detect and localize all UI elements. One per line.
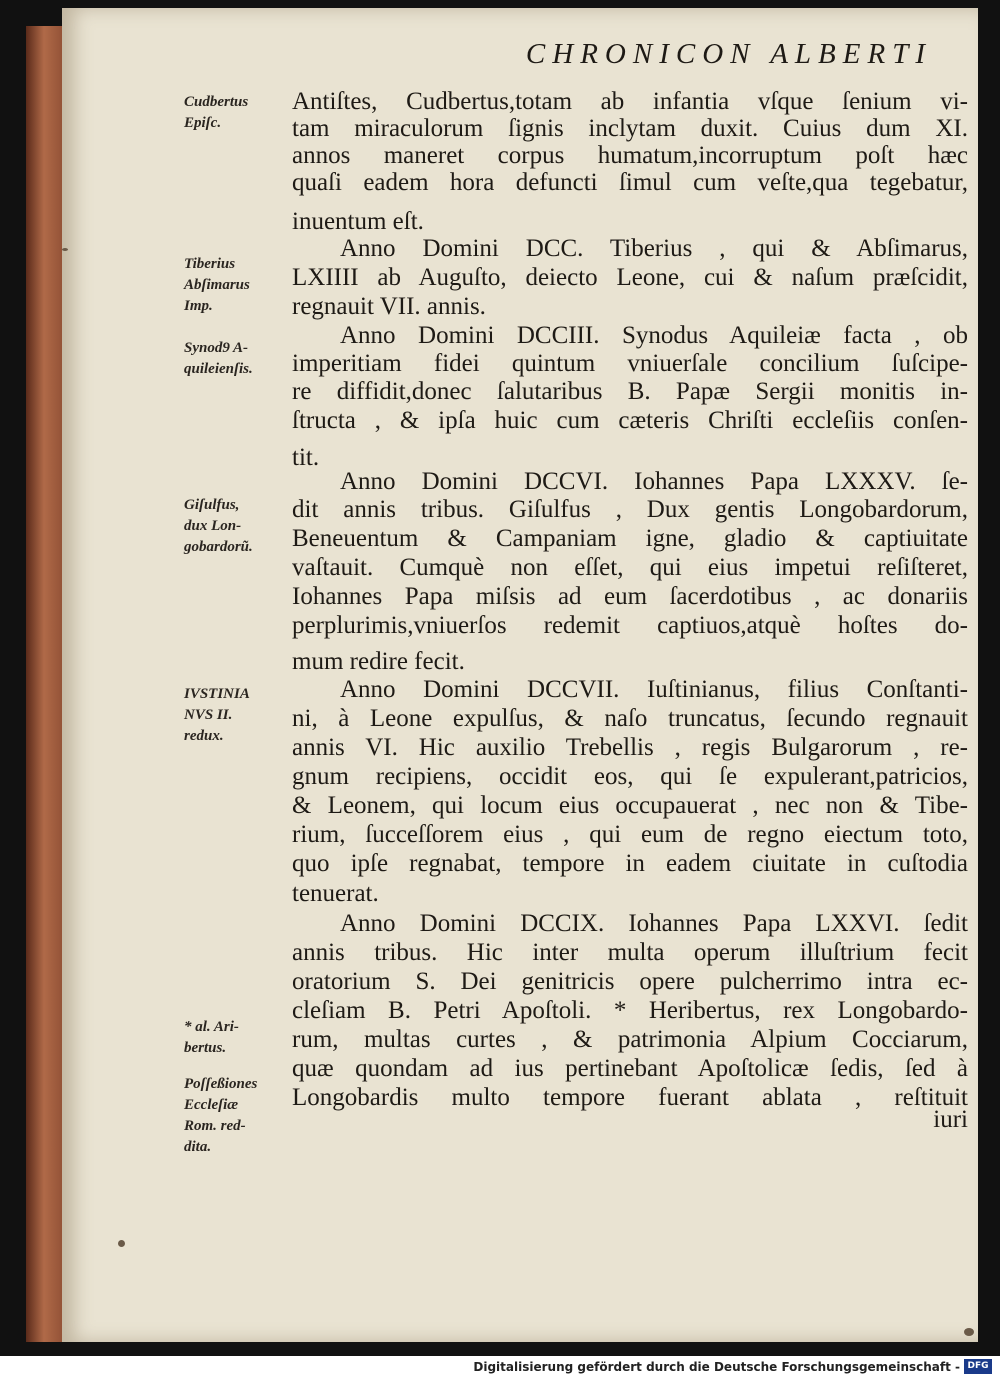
running-head: CHRONICON ALBERTI [525,38,932,70]
body-line: dit annis tribus. Giſulfus , Dux gentis Longobardorum, [292,496,968,523]
body-line: ni, à Leone expulſus, & naſo truncatus, ſecundo regnauit [292,705,968,732]
digitization-footer [0,1356,1000,1378]
body-line: inuentum eſt. [292,208,424,235]
marginal-note-line: Giſulfus, [184,497,240,513]
marginal-note-line: Eccleſiæ [184,1097,239,1113]
marginal-note-line: Imp. [184,298,213,314]
marginal-note-line: Abſimarus [184,277,250,293]
body-line: ſtructa , & ipſa huic cum cæteris Chriſti eccleſiis conſen- [292,407,968,434]
marginal-note-line: Epiſc. [184,115,222,131]
dfg-logo: DFG [964,1359,992,1374]
paper-speck [964,1328,974,1336]
paper-speck [118,1240,125,1247]
marginal-note-line: Poſſeßiones [184,1076,258,1092]
marginal-note-line: Rom. red- [184,1118,246,1134]
marginal-note-line: IVSTINIA [184,686,250,702]
marginal-note-line: quileienſis. [184,361,253,377]
body-line: perplurimis,vniuerſos redemit captiuos,atquè hoſtes do- [292,612,968,639]
body-line: Anno Domini DCC. Tiberius , qui & Abſimarus, [340,235,968,262]
body-line: tit. [292,444,320,471]
marginal-note-synodus [184,338,294,380]
paper-speck [62,248,68,251]
body-line: tam miraculorum ſignis inclytam duxit. Cuius dum XI. [292,115,968,142]
body-line: annis tribus. Hic inter multa operum illuſtrium fecit [292,939,968,966]
marginal-note-line: bertus. [184,1040,227,1056]
marginal-note-line: Synod9 A- [184,340,249,356]
marginal-note-line: redux. [184,728,224,744]
marginal-note-line: Tiberius [184,256,236,272]
marginal-note-aribertus [184,1017,294,1059]
body-line: oratorium S. Dei genitricis opere pulcherrimo intra ec- [292,968,968,995]
body-line: quæ quondam ad ius pertinebant Apoſtolicæ ſedis, ſed à [292,1055,968,1082]
body-line: Anno Domini DCCVI. Iohannes Papa LXXXV. ſe- [340,468,968,495]
marginal-note-tiberius [184,254,294,317]
body-line: cleſiam B. Petri Apoſtoli. * Heribertus, rex Longobardo- [292,997,968,1024]
marginal-note-possessiones [184,1074,294,1158]
body-line: rium, ſucceſſorem eius , qui eum de regno eiectum toto, [292,821,968,848]
body-line: Antiſtes, Cudbertus,totam ab infantia vſque ſenium vi- [292,88,968,115]
body-line: & Leonem, qui locum eius occupauerat , nec non & Tibe- [292,792,968,819]
marginal-note-gisulfus [184,495,294,558]
body-line: Anno Domini DCCIII. Synodus Aquileiæ facta , ob [340,322,968,349]
marginal-note-line: * al. Ari- [184,1019,239,1035]
body-line: Anno Domini DCCIX. Iohannes Papa LXXVI. ſedit [340,910,968,937]
marginal-note-line: NVS II. [184,707,233,723]
footer-credit: Digitalisierung gefördert durch die Deutsche Forschungsgemeinschaft - [473,1360,960,1374]
marginal-note-iustinianus [184,684,294,747]
body-line: regnauit VII. annis. [292,293,486,320]
body-line: rum, multas curtes , & patrimonia Alpium Cocciarum, [292,1026,968,1053]
body-line: Anno Domini DCCVII. Iuſtinianus, filius Conſtanti- [340,676,968,703]
body-line: vaſtauit. Cumquè non eſſet, qui eius impetui reſiſteret, [292,554,968,581]
book-page [62,8,978,1342]
body-line: annos maneret corpus humatum,incorruptum poſt hæc [292,142,968,169]
body-line: Longobardis multo tempore fuerant ablata , reſtituit [292,1084,968,1111]
book-binding-edge [26,26,66,1342]
body-line: re diffidit,donec ſalutaribus B. Papæ Sergii monitis in- [292,378,968,405]
body-line: Iohannes Papa miſsis ad eum ſacerdotibus , ac donariis [292,583,968,610]
body-line: Beneuentum & Campaniam igne, gladio & captiuitate [292,525,968,552]
marginal-note-line: dita. [184,1139,212,1155]
body-line: quaſi eadem hora defuncti ſimul cum veſte,qua tegebatur, [292,169,968,196]
body-line: quo ipſe regnabat, tempore in eadem ciuitate in cuſtodia [292,850,968,877]
marginal-note-line: gobardorũ. [184,539,253,555]
body-line: annis VI. Hic auxilio Trebellis , regis Bulgarorum , re- [292,734,968,761]
marginal-note-line: Cudbertus [184,94,249,110]
catchword: iuri [933,1106,968,1133]
body-line: imperitiam fidei quintum vniuerſale concilium ſuſcipe- [292,350,968,377]
marginal-note-cudbertus [184,92,294,134]
body-line: LXIIII ab Auguſto, deiecto Leone, cui & naſum præſcidit, [292,264,968,291]
body-line: gnum recipiens, occidit eos, qui ſe expulerant,patricios, [292,763,968,790]
body-line: tenuerat. [292,880,379,907]
body-line: mum redire fecit. [292,648,465,675]
marginal-note-line: dux Lon- [184,518,242,534]
